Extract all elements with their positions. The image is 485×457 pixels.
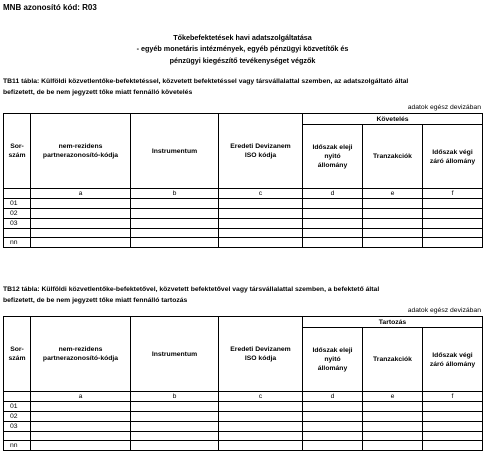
- table-row: [4, 238, 483, 248]
- form-title-line-1: Tőkebefektetések havi adatszolgáltatása: [173, 33, 312, 42]
- letter-cell: d: [303, 392, 363, 402]
- data-cell[interactable]: [31, 238, 131, 248]
- letter-cell: [4, 392, 31, 402]
- data-cell[interactable]: [219, 229, 303, 238]
- table-row: [4, 412, 483, 422]
- data-cell[interactable]: [303, 441, 363, 451]
- letter-cell: f: [423, 189, 483, 199]
- data-cell[interactable]: [131, 229, 219, 238]
- data-cell[interactable]: [219, 402, 303, 412]
- col-header-sorszam: Sor- szám: [4, 114, 31, 189]
- data-cell[interactable]: [131, 199, 219, 209]
- row-number: 01: [4, 402, 31, 412]
- tb11-description-line-1: TB11 tábla: Külföldi közvetlentőke-befektetéssel, közvetett befektetéssel vagy társvállalattal szemben, az adatszolgáltató által: [3, 78, 409, 85]
- letter-cell: [4, 189, 31, 199]
- col-header-partner-code: nem-rezidens partnerazonosító-kódja: [31, 114, 131, 189]
- data-cell[interactable]: [303, 238, 363, 248]
- tb12-unit-note: adatok egész devizában: [407, 307, 481, 314]
- data-cell[interactable]: [423, 441, 483, 451]
- data-cell[interactable]: [363, 422, 423, 432]
- tb12-description-line-1: TB12 tábla: Külföldi közvetlentőke-befektetővel, közvetett befektetővel vagy társvállalattal szemben, a befektető által: [3, 286, 380, 293]
- data-cell[interactable]: [363, 219, 423, 229]
- form-code: MNB azonosító kód: R03: [3, 3, 97, 12]
- data-cell[interactable]: [31, 219, 131, 229]
- table-row: [4, 209, 483, 219]
- data-cell[interactable]: [303, 209, 363, 219]
- letter-cell: a: [31, 189, 131, 199]
- data-cell[interactable]: [363, 412, 423, 422]
- data-cell[interactable]: [363, 229, 423, 238]
- data-cell[interactable]: [363, 238, 423, 248]
- data-cell[interactable]: [131, 412, 219, 422]
- form-title-line-2: - egyéb monetáris intézmények, egyéb pénzügyi közvetítők és: [136, 44, 349, 53]
- table-row: [4, 229, 483, 238]
- col-header-instrument: Instrumentum: [131, 317, 219, 392]
- data-cell[interactable]: [131, 238, 219, 248]
- tb11-description-line-2: befizetett, de be nem jegyzett tőke miatt fennálló követelés: [3, 89, 193, 96]
- data-cell[interactable]: [31, 422, 131, 432]
- data-cell[interactable]: [423, 402, 483, 412]
- data-cell[interactable]: [303, 412, 363, 422]
- data-cell[interactable]: [219, 412, 303, 422]
- data-cell[interactable]: [423, 422, 483, 432]
- data-cell[interactable]: [31, 441, 131, 451]
- letter-cell: e: [363, 189, 423, 199]
- tb11-table: [3, 113, 483, 248]
- row-number: nn: [4, 441, 31, 451]
- col-header-currency: Eredeti Devizanem ISO kódja: [219, 317, 303, 392]
- tb11-unit-note: adatok egész devizában: [407, 104, 481, 111]
- tb12-table: [3, 316, 483, 451]
- letter-cell: b: [131, 189, 219, 199]
- letter-cell: b: [131, 392, 219, 402]
- table-row: [4, 422, 483, 432]
- data-cell[interactable]: [131, 432, 219, 441]
- data-cell[interactable]: [423, 412, 483, 422]
- data-cell[interactable]: [363, 209, 423, 219]
- letter-cell: d: [303, 189, 363, 199]
- row-number: [4, 432, 31, 441]
- data-cell[interactable]: [31, 209, 131, 219]
- row-number: 03: [4, 219, 31, 229]
- col-header-sorszam: Sor- szám: [4, 317, 31, 392]
- col-header-opening: Időszak eleji nyitó állomány: [303, 125, 363, 189]
- data-cell[interactable]: [423, 432, 483, 441]
- row-number: 03: [4, 422, 31, 432]
- data-cell[interactable]: [363, 199, 423, 209]
- table-row: [4, 441, 483, 451]
- data-cell[interactable]: [219, 209, 303, 219]
- data-cell[interactable]: [219, 422, 303, 432]
- col-header-closing: Időszak végi záró állomány: [423, 328, 483, 392]
- group-header-liability: Tartozás: [303, 317, 483, 328]
- row-number: nn: [4, 238, 31, 248]
- row-number: [4, 229, 31, 238]
- data-cell[interactable]: [303, 219, 363, 229]
- form-title-line-3: pénzügyi kiegészítő tevékenységet végzők: [169, 56, 316, 65]
- row-number: 01: [4, 199, 31, 209]
- data-cell[interactable]: [363, 432, 423, 441]
- col-header-opening: Időszak eleji nyitó állomány: [303, 328, 363, 392]
- col-header-transactions: Tranzakciók: [363, 125, 423, 189]
- letter-cell: a: [31, 392, 131, 402]
- data-cell[interactable]: [31, 412, 131, 422]
- row-number: 02: [4, 209, 31, 219]
- table-row: [4, 219, 483, 229]
- col-header-instrument: Instrumentum: [131, 114, 219, 189]
- data-cell[interactable]: [219, 441, 303, 451]
- data-cell[interactable]: [219, 432, 303, 441]
- data-cell[interactable]: [31, 199, 131, 209]
- data-cell[interactable]: [423, 229, 483, 238]
- group-header-receivable: Követelés: [303, 114, 483, 125]
- col-header-currency: Eredeti Devizanem ISO kódja: [219, 114, 303, 189]
- data-cell[interactable]: [363, 402, 423, 412]
- letter-cell: c: [219, 392, 303, 402]
- data-cell[interactable]: [31, 432, 131, 441]
- row-number: 02: [4, 412, 31, 422]
- data-cell[interactable]: [131, 441, 219, 451]
- col-header-closing: Időszak végi záró állomány: [423, 125, 483, 189]
- data-cell[interactable]: [423, 199, 483, 209]
- data-cell[interactable]: [303, 432, 363, 441]
- data-cell[interactable]: [31, 402, 131, 412]
- data-cell[interactable]: [219, 238, 303, 248]
- data-cell[interactable]: [131, 219, 219, 229]
- col-header-partner-code: nem-rezidens partnerazonosító-kódja: [31, 317, 131, 392]
- data-cell[interactable]: [219, 219, 303, 229]
- letter-cell: f: [423, 392, 483, 402]
- letter-cell: c: [219, 189, 303, 199]
- data-cell[interactable]: [363, 441, 423, 451]
- data-cell[interactable]: [131, 209, 219, 219]
- data-cell[interactable]: [31, 229, 131, 238]
- data-cell[interactable]: [303, 422, 363, 432]
- col-header-transactions: Tranzakciók: [363, 328, 423, 392]
- data-cell[interactable]: [423, 219, 483, 229]
- letter-cell: e: [363, 392, 423, 402]
- data-cell[interactable]: [219, 199, 303, 209]
- data-cell[interactable]: [131, 402, 219, 412]
- data-cell[interactable]: [423, 209, 483, 219]
- data-cell[interactable]: [303, 199, 363, 209]
- data-cell[interactable]: [423, 238, 483, 248]
- data-cell[interactable]: [303, 229, 363, 238]
- data-cell[interactable]: [303, 402, 363, 412]
- table-row: [4, 402, 483, 412]
- table-row: [4, 199, 483, 209]
- tb12-description-line-2: befizetett, de be nem jegyzett tőke miatt fennálló tartozás: [3, 297, 188, 304]
- table-row: [4, 432, 483, 441]
- data-cell[interactable]: [131, 422, 219, 432]
